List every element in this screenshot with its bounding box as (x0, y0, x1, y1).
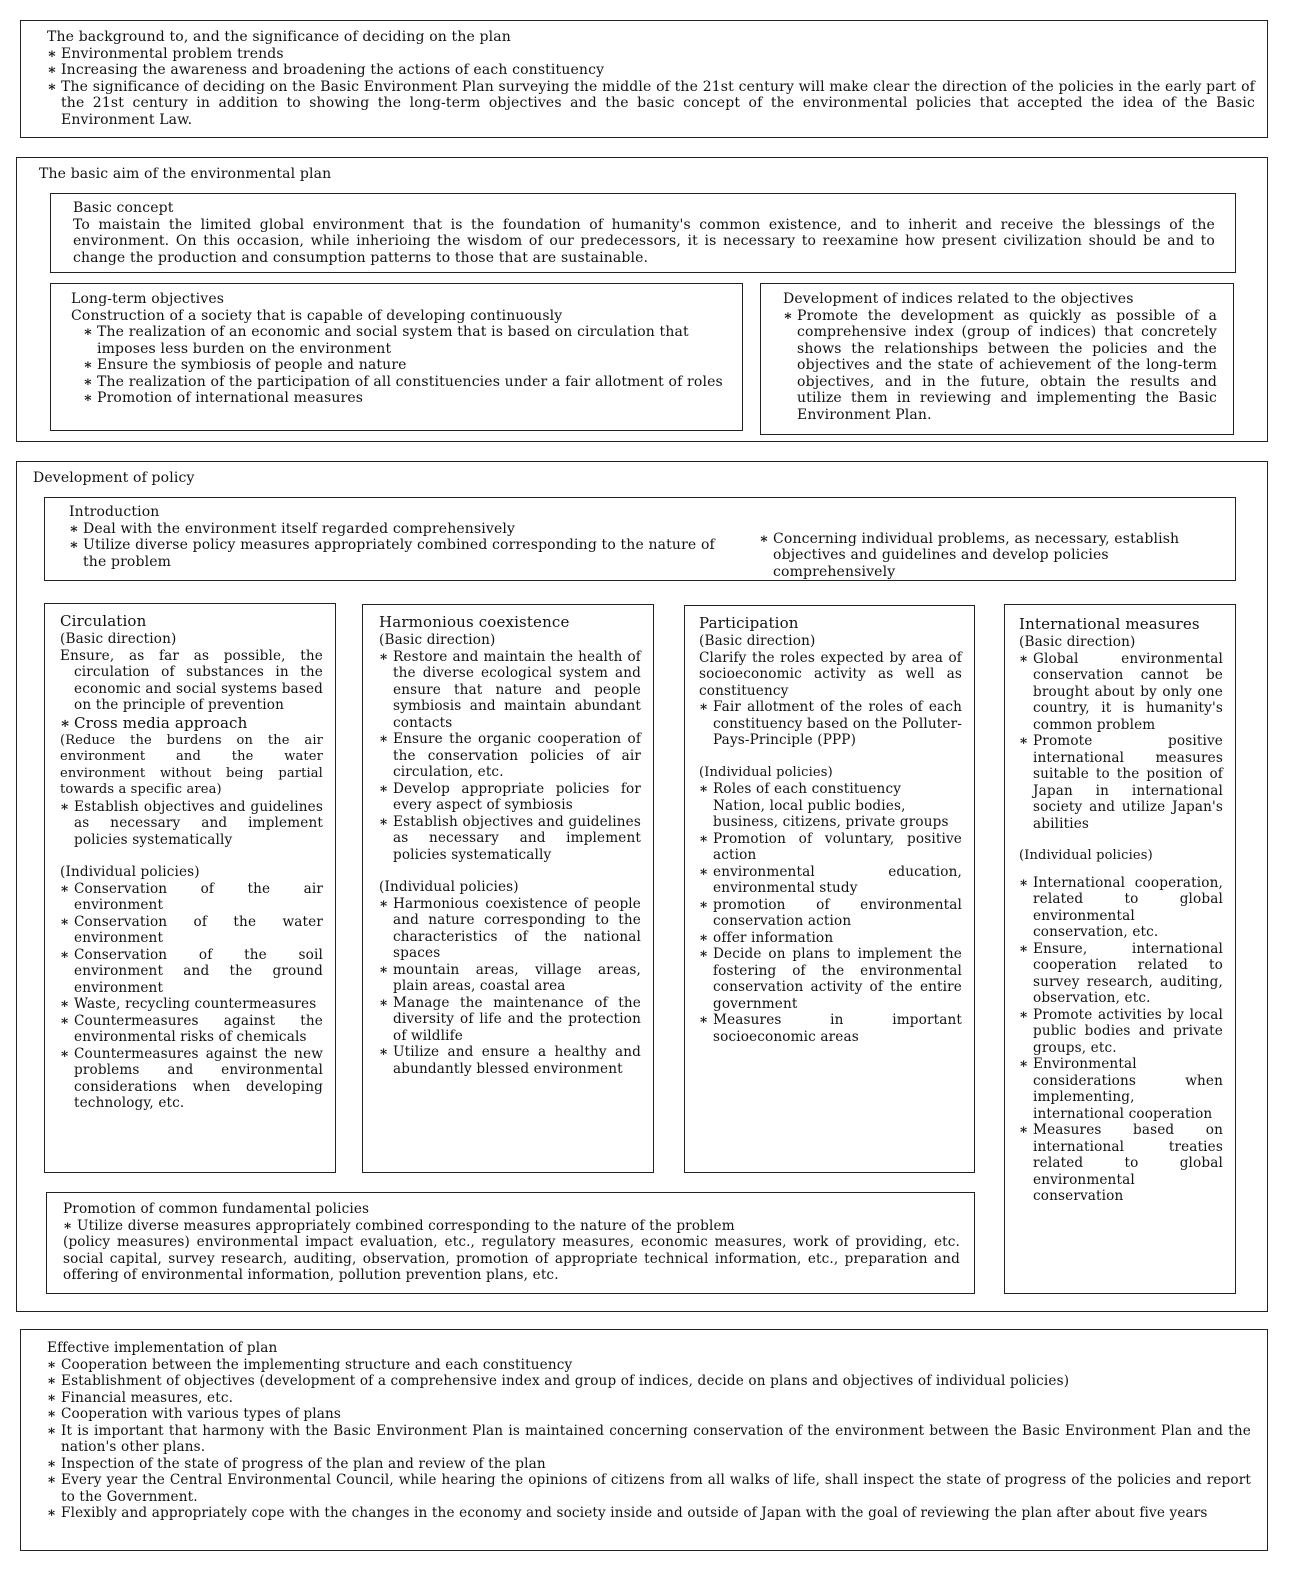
list-item: ∗ Cooperation with various types of plans (47, 1406, 1251, 1423)
list-item: ∗ Deal with the environment itself regarded comprehensively (69, 521, 729, 538)
list-item: ∗ Environmental problem trends (47, 46, 1255, 63)
list-item: ∗ Inspection of the state of progress of the plan and review of the plan (47, 1456, 1251, 1473)
long-term-subtitle: Construction of a society that is capable of developing continuously (71, 307, 563, 324)
list-item: ∗ Promotion of voluntary, positive action (699, 831, 962, 864)
list-item: ∗ mountain areas, village areas, plain areas, coastal area (379, 962, 641, 995)
list-item: ∗ Promote activities by local public bodies and private groups, etc. (1019, 1007, 1223, 1057)
promotion-text: (policy measures) environmental impact evaluation, etc., regulatory measures, economic measures, work of providing, etc. social capital, survey research, auditing, observation, promotion of appropriate technical information, etc., preparation and offering of environmental information, pollution prevention plans, etc. (63, 1234, 960, 1283)
list-item: ∗ Conservation of the water environment (60, 914, 323, 947)
list-item: ∗ Measures based on international treaties related to global environmental conservation (1019, 1122, 1223, 1205)
basic-aim-title: The basic aim of the environmental plan (39, 166, 332, 182)
harmonious-individual-list (379, 896, 641, 1078)
international-individual-label: (Individual policies) (1019, 848, 1153, 863)
list-item (699, 781, 962, 831)
international-individual-list (1019, 875, 1223, 1205)
list-item: ∗ Cross media approach (60, 714, 323, 733)
list-item: ∗ Restore and maintain the health of the diverse ecological system and ensure that nature and people symbiosis and maintain abundant contacts (379, 649, 641, 732)
background-title: The background to, and the significance of deciding on the plan (47, 29, 511, 45)
list-item: ∗ Measures in important socioeconomic areas (699, 1012, 962, 1045)
circulation-basic-text: Ensure, as far as possible, the circulation of substances in the economic and social systems based on the principle of prevention (60, 647, 323, 713)
list-item: ∗ The realization of an economic and social system that is based on circulation that imposes less burden on the environment (71, 324, 724, 357)
indices-title: Development of indices related to the objectives (783, 291, 1134, 307)
circulation-individual-label: (Individual policies) (60, 864, 200, 880)
list-item: ∗ Establish objectives and guidelines as necessary and implement policies systematically (379, 814, 641, 864)
list-item: ∗ offer information (699, 930, 962, 947)
list-item: ∗ Promote the development as quickly as possible of a comprehensive index (group of indices) that concretely shows the relationships between the policies and the objectives and the state of achievement of the long-term objectives, and in the future, obtain the results and utilize them in reviewing and implementing the Basic Environment Plan. (783, 308, 1217, 424)
participation-individual-label: (Individual policies) (699, 764, 833, 780)
policy-title: Development of policy (33, 470, 195, 486)
list-item: ∗ Every year the Central Environmental Council, while hearing the opinions of citizens from all walks of life, shall inspect the state of progress of the policies and report to the Government. (47, 1472, 1251, 1505)
list-item: ∗ Flexibly and appropriately cope with the changes in the economy and society inside and outside of Japan with the goal of reviewing the plan after about five years (47, 1505, 1251, 1522)
list-item: ∗ Countermeasures against the environmental risks of chemicals (60, 1013, 323, 1046)
background-list (47, 46, 1255, 129)
list-item: ∗ Conservation of the air environment (60, 881, 323, 914)
promotion-title: Promotion of common fundamental policies (63, 1201, 370, 1217)
list-item: ∗ Decide on plans to implement the fostering of the environmental conservation activity of the entire government (699, 946, 962, 1012)
harmonious-list (379, 649, 641, 864)
harmonious-title: Harmonious coexistence (379, 613, 570, 631)
list-item: ∗ Ensure the symbiosis of people and nature (71, 357, 724, 374)
list-item: ∗ Promote positive international measures suitable to the position of Japan in international society and utilize Japan's abilities (1019, 733, 1223, 832)
circulation-title: Circulation (60, 612, 147, 630)
circulation-note: (Reduce the burdens on the air environment and the water environment without being partial towards a specific area) (60, 732, 323, 797)
circulation-basic-label: (Basic direction) (60, 631, 177, 647)
list-item: ∗ The realization of the participation of all constituencies under a fair allotment of roles (71, 374, 724, 391)
list-item: ∗ Environmental considerations when implementing, international cooperation (1019, 1056, 1223, 1122)
list-item: ∗ Waste, recycling countermeasures (60, 996, 323, 1013)
list-item: ∗ Establish objectives and guidelines as necessary and implement policies systematically (60, 799, 323, 849)
list-item: ∗ Increasing the awareness and broadening the actions of each constituency (47, 62, 1255, 79)
implementation-box (20, 1329, 1268, 1551)
introduction-right-list (759, 531, 1221, 581)
introduction-left-list (69, 521, 729, 581)
long-term-box (50, 283, 743, 431)
promotion-list (63, 1218, 960, 1235)
international-list (1019, 651, 1223, 833)
list-item: ∗ International cooperation, related to global environmental conservation, etc. (1019, 875, 1223, 941)
list-item: ∗ Harmonious coexistence of people and nature corresponding to the characteristics of the national spaces (379, 896, 641, 962)
long-term-title: Long-term objectives (71, 291, 225, 307)
participation-list (699, 699, 962, 749)
list-item: ∗ Financial measures, etc. (47, 1390, 1251, 1407)
list-item: ∗ Develop appropriate policies for every aspect of symbiosis (379, 781, 641, 814)
list-item: ∗ Fair allotment of the roles of each constituency based on the Polluter-Pays-Principle (PPP) (699, 699, 962, 749)
list-item: ∗ The significance of deciding on the Basic Environment Plan surveying the middle of the 21st century will make clear the direction of the policies in the early part of the 21st century in addition to showing the long-term objectives and the basic concept of the environmental policies that accepted the idea of the Basic Environment Law. (47, 79, 1255, 129)
list-item: ∗ Utilize diverse measures appropriately combined corresponding to the nature of the problem (63, 1218, 960, 1235)
circulation-list-b (60, 799, 323, 849)
harmonious-box (362, 604, 654, 1173)
participation-box (684, 605, 975, 1173)
indices-list (783, 308, 1217, 424)
implementation-title: Effective implementation of plan (47, 1340, 278, 1356)
circulation-individual-list (60, 881, 323, 1112)
list-item: ∗ Global environmental conservation cannot be brought about by only one country, it is humanity's common problem (1019, 651, 1223, 734)
participation-roles-sub: Nation, local public bodies, business, citizens, private groups (713, 797, 949, 830)
list-item: ∗ Ensure, international cooperation related to survey research, auditing, observation, etc. (1019, 941, 1223, 1007)
list-item: ∗ Manage the maintenance of the diversity of life and the protection of wildlife (379, 995, 641, 1045)
list-item: ∗ Ensure the organic cooperation of the conservation policies of air circulation, etc. (379, 731, 641, 781)
list-item: ∗ Utilize diverse policy measures appropriately combined corresponding to the nature of the problem (69, 537, 729, 570)
participation-basic-label: (Basic direction) (699, 633, 816, 649)
basic-concept-text: To maistain the limited global environment that is the foundation of humanity's common existence, and to inherit and receive the blessings of the environment. On this occasion, while inherioing the wisdom of our predecessors, it is necessary to reexamine how present civilization should be and to change the production and consumption patterns to those that are sustainable. (73, 216, 1215, 266)
list-item: ∗ Utilize and ensure a healthy and abundantly blessed environment (379, 1044, 641, 1077)
list-item: ∗ It is important that harmony with the Basic Environment Plan is maintained concerning conservation of the environment between the Basic Environment Plan and the nation's other plans. (47, 1423, 1251, 1456)
international-box (1004, 604, 1236, 1294)
circulation-list-a (60, 714, 323, 733)
introduction-title: Introduction (69, 504, 160, 520)
list-item: ∗ Concerning individual problems, as necessary, establish objectives and guidelines and develop policies comprehensively (759, 531, 1221, 581)
international-basic-label: (Basic direction) (1019, 634, 1136, 650)
implementation-list (47, 1357, 1251, 1522)
participation-individual-list (699, 781, 962, 1045)
circulation-box (44, 603, 336, 1173)
list-item: ∗ environmental education, environmental study (699, 864, 962, 897)
list-item: ∗ Promotion of international measures (71, 390, 724, 407)
list-item: ∗ Cooperation between the implementing structure and each constituency (47, 1357, 1251, 1374)
basic-concept-title: Basic concept (73, 200, 174, 216)
basic-concept-box (50, 193, 1236, 273)
participation-roles-label: Roles of each constituency (713, 781, 902, 797)
participation-title: Participation (699, 614, 799, 632)
indices-box (760, 283, 1234, 435)
background-box (20, 20, 1268, 138)
list-item: ∗ promotion of environmental conservation action (699, 897, 962, 930)
long-term-list (71, 324, 724, 407)
list-item: ∗ Conservation of the soil environment and the ground environment (60, 947, 323, 997)
participation-basic-text: Clarify the roles expected by area of socioeconomic activity as well as constituency (699, 649, 962, 699)
list-item: ∗ Establishment of objectives (development of a comprehensive index and group of indices, decide on plans and objectives of individual policies) (47, 1373, 1251, 1390)
introduction-columns (69, 521, 1235, 581)
list-item: ∗ Countermeasures against the new problems and environmental considerations when developing technology, etc. (60, 1046, 323, 1112)
harmonious-individual-label: (Individual policies) (379, 879, 519, 895)
harmonious-basic-label: (Basic direction) (379, 632, 496, 648)
international-title: International measures (1019, 615, 1200, 633)
promotion-box (46, 1192, 975, 1294)
introduction-box (44, 497, 1236, 581)
